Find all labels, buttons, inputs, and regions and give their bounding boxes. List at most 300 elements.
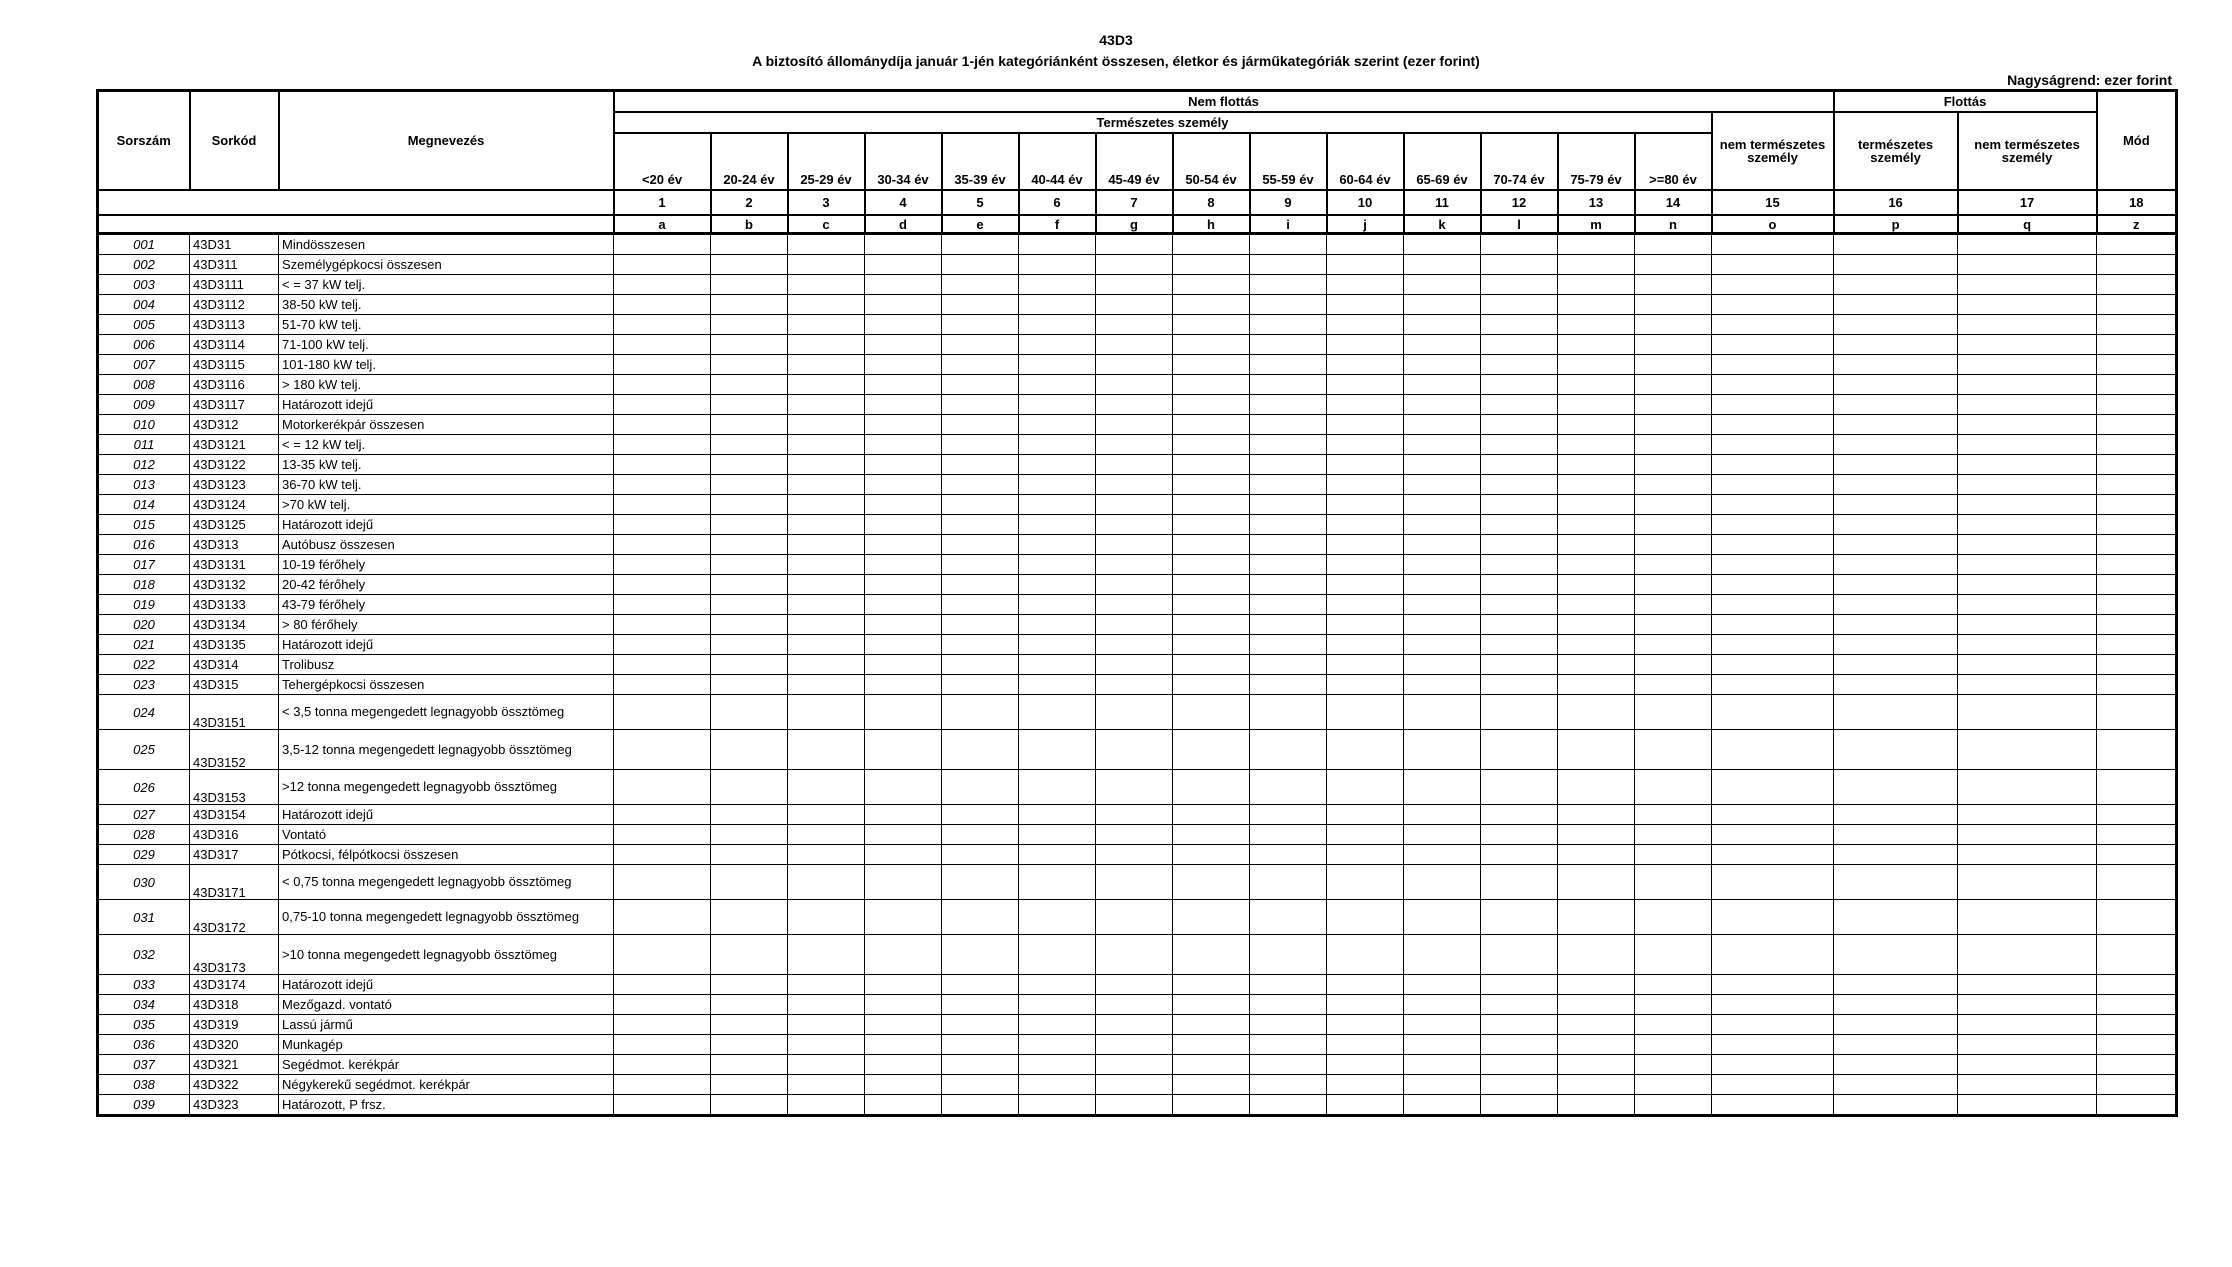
data-cell[interactable] <box>1834 234 1958 255</box>
data-cell[interactable] <box>711 1055 788 1075</box>
data-cell[interactable] <box>1558 865 1635 900</box>
data-cell[interactable] <box>1558 295 1635 315</box>
data-cell[interactable] <box>865 900 942 935</box>
data-cell[interactable] <box>942 355 1019 375</box>
data-cell[interactable] <box>1173 1035 1250 1055</box>
data-cell[interactable] <box>2097 805 2177 825</box>
data-cell[interactable] <box>1712 805 1834 825</box>
data-cell[interactable] <box>1958 825 2097 845</box>
data-cell[interactable] <box>865 1055 942 1075</box>
data-cell[interactable] <box>1019 315 1096 335</box>
data-cell[interactable] <box>1173 615 1250 635</box>
data-cell[interactable] <box>1712 495 1834 515</box>
data-cell[interactable] <box>2097 615 2177 635</box>
data-cell[interactable] <box>942 535 1019 555</box>
data-cell[interactable] <box>1558 1035 1635 1055</box>
data-cell[interactable] <box>711 395 788 415</box>
data-cell[interactable] <box>1096 695 1173 730</box>
data-cell[interactable] <box>1250 655 1327 675</box>
data-cell[interactable] <box>1712 615 1834 635</box>
data-cell[interactable] <box>1834 415 1958 435</box>
data-cell[interactable] <box>1481 1095 1558 1116</box>
data-cell[interactable] <box>1404 275 1481 295</box>
data-cell[interactable] <box>942 730 1019 770</box>
data-cell[interactable] <box>788 415 865 435</box>
data-cell[interactable] <box>1834 275 1958 295</box>
data-cell[interactable] <box>1635 275 1712 295</box>
data-cell[interactable] <box>1096 595 1173 615</box>
data-cell[interactable] <box>1635 475 1712 495</box>
data-cell[interactable] <box>1327 295 1404 315</box>
data-cell[interactable] <box>1958 435 2097 455</box>
data-cell[interactable] <box>1404 475 1481 495</box>
data-cell[interactable] <box>1327 375 1404 395</box>
data-cell[interactable] <box>1250 730 1327 770</box>
data-cell[interactable] <box>1481 515 1558 535</box>
data-cell[interactable] <box>1327 595 1404 615</box>
data-cell[interactable] <box>865 275 942 295</box>
data-cell[interactable] <box>942 435 1019 455</box>
data-cell[interactable] <box>1250 535 1327 555</box>
data-cell[interactable] <box>1096 1035 1173 1055</box>
data-cell[interactable] <box>1558 655 1635 675</box>
data-cell[interactable] <box>1250 455 1327 475</box>
data-cell[interactable] <box>1635 1015 1712 1035</box>
data-cell[interactable] <box>1558 615 1635 635</box>
data-cell[interactable] <box>942 1055 1019 1075</box>
data-cell[interactable] <box>614 455 711 475</box>
data-cell[interactable] <box>1096 475 1173 495</box>
data-cell[interactable] <box>1958 900 2097 935</box>
data-cell[interactable] <box>1834 805 1958 825</box>
data-cell[interactable] <box>1250 395 1327 415</box>
data-cell[interactable] <box>1635 355 1712 375</box>
data-cell[interactable] <box>788 935 865 975</box>
data-cell[interactable] <box>1327 475 1404 495</box>
data-cell[interactable] <box>1834 615 1958 635</box>
data-cell[interactable] <box>788 845 865 865</box>
data-cell[interactable] <box>1558 395 1635 415</box>
data-cell[interactable] <box>788 1095 865 1116</box>
data-cell[interactable] <box>1327 275 1404 295</box>
data-cell[interactable] <box>711 595 788 615</box>
data-cell[interactable] <box>1834 1055 1958 1075</box>
data-cell[interactable] <box>1327 1015 1404 1035</box>
data-cell[interactable] <box>1834 865 1958 900</box>
data-cell[interactable] <box>788 695 865 730</box>
data-cell[interactable] <box>2097 355 2177 375</box>
data-cell[interactable] <box>788 275 865 295</box>
data-cell[interactable] <box>1404 515 1481 535</box>
data-cell[interactable] <box>614 415 711 435</box>
data-cell[interactable] <box>614 255 711 275</box>
data-cell[interactable] <box>1834 770 1958 805</box>
data-cell[interactable] <box>614 1075 711 1095</box>
data-cell[interactable] <box>1019 275 1096 295</box>
data-cell[interactable] <box>1558 475 1635 495</box>
data-cell[interactable] <box>711 655 788 675</box>
data-cell[interactable] <box>2097 275 2177 295</box>
data-cell[interactable] <box>1712 730 1834 770</box>
data-cell[interactable] <box>788 865 865 900</box>
data-cell[interactable] <box>1404 865 1481 900</box>
data-cell[interactable] <box>865 1095 942 1116</box>
data-cell[interactable] <box>1250 355 1327 375</box>
data-cell[interactable] <box>1173 805 1250 825</box>
data-cell[interactable] <box>1558 995 1635 1015</box>
data-cell[interactable] <box>2097 515 2177 535</box>
data-cell[interactable] <box>1481 825 1558 845</box>
data-cell[interactable] <box>1096 295 1173 315</box>
data-cell[interactable] <box>1250 935 1327 975</box>
data-cell[interactable] <box>1404 900 1481 935</box>
data-cell[interactable] <box>1250 805 1327 825</box>
data-cell[interactable] <box>1712 655 1834 675</box>
data-cell[interactable] <box>1834 295 1958 315</box>
data-cell[interactable] <box>1173 255 1250 275</box>
data-cell[interactable] <box>1834 1015 1958 1035</box>
data-cell[interactable] <box>1250 770 1327 805</box>
data-cell[interactable] <box>1635 455 1712 475</box>
data-cell[interactable] <box>614 595 711 615</box>
data-cell[interactable] <box>1481 575 1558 595</box>
data-cell[interactable] <box>1481 995 1558 1015</box>
data-cell[interactable] <box>1481 335 1558 355</box>
data-cell[interactable] <box>614 1055 711 1075</box>
data-cell[interactable] <box>1173 595 1250 615</box>
data-cell[interactable] <box>1250 275 1327 295</box>
data-cell[interactable] <box>614 515 711 535</box>
data-cell[interactable] <box>1834 535 1958 555</box>
data-cell[interactable] <box>1250 375 1327 395</box>
data-cell[interactable] <box>1712 865 1834 900</box>
data-cell[interactable] <box>711 375 788 395</box>
data-cell[interactable] <box>1404 495 1481 515</box>
data-cell[interactable] <box>1635 555 1712 575</box>
data-cell[interactable] <box>2097 730 2177 770</box>
data-cell[interactable] <box>1096 615 1173 635</box>
data-cell[interactable] <box>788 675 865 695</box>
data-cell[interactable] <box>711 455 788 475</box>
data-cell[interactable] <box>1481 295 1558 315</box>
data-cell[interactable] <box>1635 595 1712 615</box>
data-cell[interactable] <box>1958 805 2097 825</box>
data-cell[interactable] <box>614 275 711 295</box>
data-cell[interactable] <box>1173 575 1250 595</box>
data-cell[interactable] <box>1635 695 1712 730</box>
data-cell[interactable] <box>788 395 865 415</box>
data-cell[interactable] <box>1958 234 2097 255</box>
data-cell[interactable] <box>1834 255 1958 275</box>
data-cell[interactable] <box>942 825 1019 845</box>
data-cell[interactable] <box>1327 255 1404 275</box>
data-cell[interactable] <box>1712 535 1834 555</box>
data-cell[interactable] <box>1019 495 1096 515</box>
data-cell[interactable] <box>942 695 1019 730</box>
data-cell[interactable] <box>788 495 865 515</box>
data-cell[interactable] <box>2097 595 2177 615</box>
data-cell[interactable] <box>788 595 865 615</box>
data-cell[interactable] <box>942 1095 1019 1116</box>
data-cell[interactable] <box>1958 355 2097 375</box>
data-cell[interactable] <box>865 595 942 615</box>
data-cell[interactable] <box>1558 255 1635 275</box>
data-cell[interactable] <box>1958 595 2097 615</box>
data-cell[interactable] <box>1558 495 1635 515</box>
data-cell[interactable] <box>1327 675 1404 695</box>
data-cell[interactable] <box>1327 234 1404 255</box>
data-cell[interactable] <box>865 335 942 355</box>
data-cell[interactable] <box>1712 695 1834 730</box>
data-cell[interactable] <box>1096 535 1173 555</box>
data-cell[interactable] <box>1712 1035 1834 1055</box>
data-cell[interactable] <box>2097 770 2177 805</box>
data-cell[interactable] <box>1096 1015 1173 1035</box>
data-cell[interactable] <box>711 275 788 295</box>
data-cell[interactable] <box>2097 555 2177 575</box>
data-cell[interactable] <box>1096 575 1173 595</box>
data-cell[interactable] <box>614 805 711 825</box>
data-cell[interactable] <box>1481 635 1558 655</box>
data-cell[interactable] <box>1173 1075 1250 1095</box>
data-cell[interactable] <box>614 635 711 655</box>
data-cell[interactable] <box>865 825 942 845</box>
data-cell[interactable] <box>865 475 942 495</box>
data-cell[interactable] <box>1250 825 1327 845</box>
data-cell[interactable] <box>1558 695 1635 730</box>
data-cell[interactable] <box>1250 1035 1327 1055</box>
data-cell[interactable] <box>1019 995 1096 1015</box>
data-cell[interactable] <box>942 555 1019 575</box>
data-cell[interactable] <box>942 395 1019 415</box>
data-cell[interactable] <box>2097 234 2177 255</box>
data-cell[interactable] <box>1558 375 1635 395</box>
data-cell[interactable] <box>1834 635 1958 655</box>
data-cell[interactable] <box>1250 635 1327 655</box>
data-cell[interactable] <box>1327 695 1404 730</box>
data-cell[interactable] <box>1558 234 1635 255</box>
data-cell[interactable] <box>865 495 942 515</box>
data-cell[interactable] <box>1404 675 1481 695</box>
data-cell[interactable] <box>1712 415 1834 435</box>
data-cell[interactable] <box>1250 335 1327 355</box>
data-cell[interactable] <box>1019 255 1096 275</box>
data-cell[interactable] <box>942 635 1019 655</box>
data-cell[interactable] <box>1481 900 1558 935</box>
data-cell[interactable] <box>1250 975 1327 995</box>
data-cell[interactable] <box>942 275 1019 295</box>
data-cell[interactable] <box>1096 675 1173 695</box>
data-cell[interactable] <box>1327 615 1404 635</box>
data-cell[interactable] <box>1096 865 1173 900</box>
data-cell[interactable] <box>1558 355 1635 375</box>
data-cell[interactable] <box>1250 415 1327 435</box>
data-cell[interactable] <box>1635 730 1712 770</box>
data-cell[interactable] <box>788 315 865 335</box>
data-cell[interactable] <box>711 575 788 595</box>
data-cell[interactable] <box>1558 1055 1635 1075</box>
data-cell[interactable] <box>1327 435 1404 455</box>
data-cell[interactable] <box>1250 675 1327 695</box>
data-cell[interactable] <box>788 234 865 255</box>
data-cell[interactable] <box>1958 555 2097 575</box>
data-cell[interactable] <box>2097 865 2177 900</box>
data-cell[interactable] <box>1019 695 1096 730</box>
data-cell[interactable] <box>1558 275 1635 295</box>
data-cell[interactable] <box>1958 1015 2097 1035</box>
data-cell[interactable] <box>614 234 711 255</box>
data-cell[interactable] <box>1096 770 1173 805</box>
data-cell[interactable] <box>711 234 788 255</box>
data-cell[interactable] <box>1173 730 1250 770</box>
data-cell[interactable] <box>1096 355 1173 375</box>
data-cell[interactable] <box>614 730 711 770</box>
data-cell[interactable] <box>1404 375 1481 395</box>
data-cell[interactable] <box>1481 935 1558 975</box>
data-cell[interactable] <box>865 615 942 635</box>
data-cell[interactable] <box>1327 975 1404 995</box>
data-cell[interactable] <box>711 255 788 275</box>
data-cell[interactable] <box>1019 655 1096 675</box>
data-cell[interactable] <box>1558 1075 1635 1095</box>
data-cell[interactable] <box>1834 475 1958 495</box>
data-cell[interactable] <box>614 865 711 900</box>
data-cell[interactable] <box>865 770 942 805</box>
data-cell[interactable] <box>1173 935 1250 975</box>
data-cell[interactable] <box>1958 455 2097 475</box>
data-cell[interactable] <box>1834 555 1958 575</box>
data-cell[interactable] <box>711 495 788 515</box>
data-cell[interactable] <box>614 935 711 975</box>
data-cell[interactable] <box>1019 770 1096 805</box>
data-cell[interactable] <box>1019 900 1096 935</box>
data-cell[interactable] <box>614 575 711 595</box>
data-cell[interactable] <box>942 495 1019 515</box>
data-cell[interactable] <box>1635 805 1712 825</box>
data-cell[interactable] <box>1481 1075 1558 1095</box>
data-cell[interactable] <box>1404 535 1481 555</box>
data-cell[interactable] <box>1019 675 1096 695</box>
data-cell[interactable] <box>1958 415 2097 435</box>
data-cell[interactable] <box>1712 475 1834 495</box>
data-cell[interactable] <box>1096 825 1173 845</box>
data-cell[interactable] <box>788 1075 865 1095</box>
data-cell[interactable] <box>1019 234 1096 255</box>
data-cell[interactable] <box>1173 415 1250 435</box>
data-cell[interactable] <box>1019 535 1096 555</box>
data-cell[interactable] <box>2097 675 2177 695</box>
data-cell[interactable] <box>1250 1015 1327 1035</box>
data-cell[interactable] <box>1404 234 1481 255</box>
data-cell[interactable] <box>1958 695 2097 730</box>
data-cell[interactable] <box>711 845 788 865</box>
data-cell[interactable] <box>711 515 788 535</box>
data-cell[interactable] <box>711 825 788 845</box>
data-cell[interactable] <box>1958 395 2097 415</box>
data-cell[interactable] <box>1635 375 1712 395</box>
data-cell[interactable] <box>1635 675 1712 695</box>
data-cell[interactable] <box>1096 335 1173 355</box>
data-cell[interactable] <box>1019 475 1096 495</box>
data-cell[interactable] <box>1404 555 1481 575</box>
data-cell[interactable] <box>1558 900 1635 935</box>
data-cell[interactable] <box>1712 635 1834 655</box>
data-cell[interactable] <box>1096 995 1173 1015</box>
data-cell[interactable] <box>2097 635 2177 655</box>
data-cell[interactable] <box>614 1095 711 1116</box>
data-cell[interactable] <box>865 845 942 865</box>
data-cell[interactable] <box>1327 395 1404 415</box>
data-cell[interactable] <box>711 975 788 995</box>
data-cell[interactable] <box>1958 1075 2097 1095</box>
data-cell[interactable] <box>1096 315 1173 335</box>
data-cell[interactable] <box>1019 975 1096 995</box>
data-cell[interactable] <box>1558 1095 1635 1116</box>
data-cell[interactable] <box>2097 655 2177 675</box>
data-cell[interactable] <box>1958 255 2097 275</box>
data-cell[interactable] <box>788 615 865 635</box>
data-cell[interactable] <box>1404 295 1481 315</box>
data-cell[interactable] <box>1404 315 1481 335</box>
data-cell[interactable] <box>1019 335 1096 355</box>
data-cell[interactable] <box>1019 355 1096 375</box>
data-cell[interactable] <box>1712 935 1834 975</box>
data-cell[interactable] <box>1712 375 1834 395</box>
data-cell[interactable] <box>1481 865 1558 900</box>
data-cell[interactable] <box>865 865 942 900</box>
data-cell[interactable] <box>1250 475 1327 495</box>
data-cell[interactable] <box>1250 495 1327 515</box>
data-cell[interactable] <box>614 655 711 675</box>
data-cell[interactable] <box>1712 675 1834 695</box>
data-cell[interactable] <box>1958 845 2097 865</box>
data-cell[interactable] <box>1635 615 1712 635</box>
data-cell[interactable] <box>1327 770 1404 805</box>
data-cell[interactable] <box>614 1015 711 1035</box>
data-cell[interactable] <box>788 995 865 1015</box>
data-cell[interactable] <box>2097 335 2177 355</box>
data-cell[interactable] <box>788 335 865 355</box>
data-cell[interactable] <box>865 935 942 975</box>
data-cell[interactable] <box>1404 395 1481 415</box>
data-cell[interactable] <box>1481 415 1558 435</box>
data-cell[interactable] <box>1481 770 1558 805</box>
data-cell[interactable] <box>1558 435 1635 455</box>
data-cell[interactable] <box>1481 355 1558 375</box>
data-cell[interactable] <box>711 315 788 335</box>
data-cell[interactable] <box>1635 335 1712 355</box>
data-cell[interactable] <box>1019 295 1096 315</box>
data-cell[interactable] <box>1019 375 1096 395</box>
data-cell[interactable] <box>1173 635 1250 655</box>
data-cell[interactable] <box>1327 900 1404 935</box>
data-cell[interactable] <box>1404 635 1481 655</box>
data-cell[interactable] <box>942 475 1019 495</box>
data-cell[interactable] <box>1019 595 1096 615</box>
data-cell[interactable] <box>1096 495 1173 515</box>
data-cell[interactable] <box>614 770 711 805</box>
data-cell[interactable] <box>1558 675 1635 695</box>
data-cell[interactable] <box>1173 375 1250 395</box>
data-cell[interactable] <box>942 675 1019 695</box>
data-cell[interactable] <box>1404 335 1481 355</box>
data-cell[interactable] <box>1481 234 1558 255</box>
data-cell[interactable] <box>1712 395 1834 415</box>
data-cell[interactable] <box>1019 1035 1096 1055</box>
data-cell[interactable] <box>1250 295 1327 315</box>
data-cell[interactable] <box>1635 495 1712 515</box>
data-cell[interactable] <box>1019 1055 1096 1075</box>
